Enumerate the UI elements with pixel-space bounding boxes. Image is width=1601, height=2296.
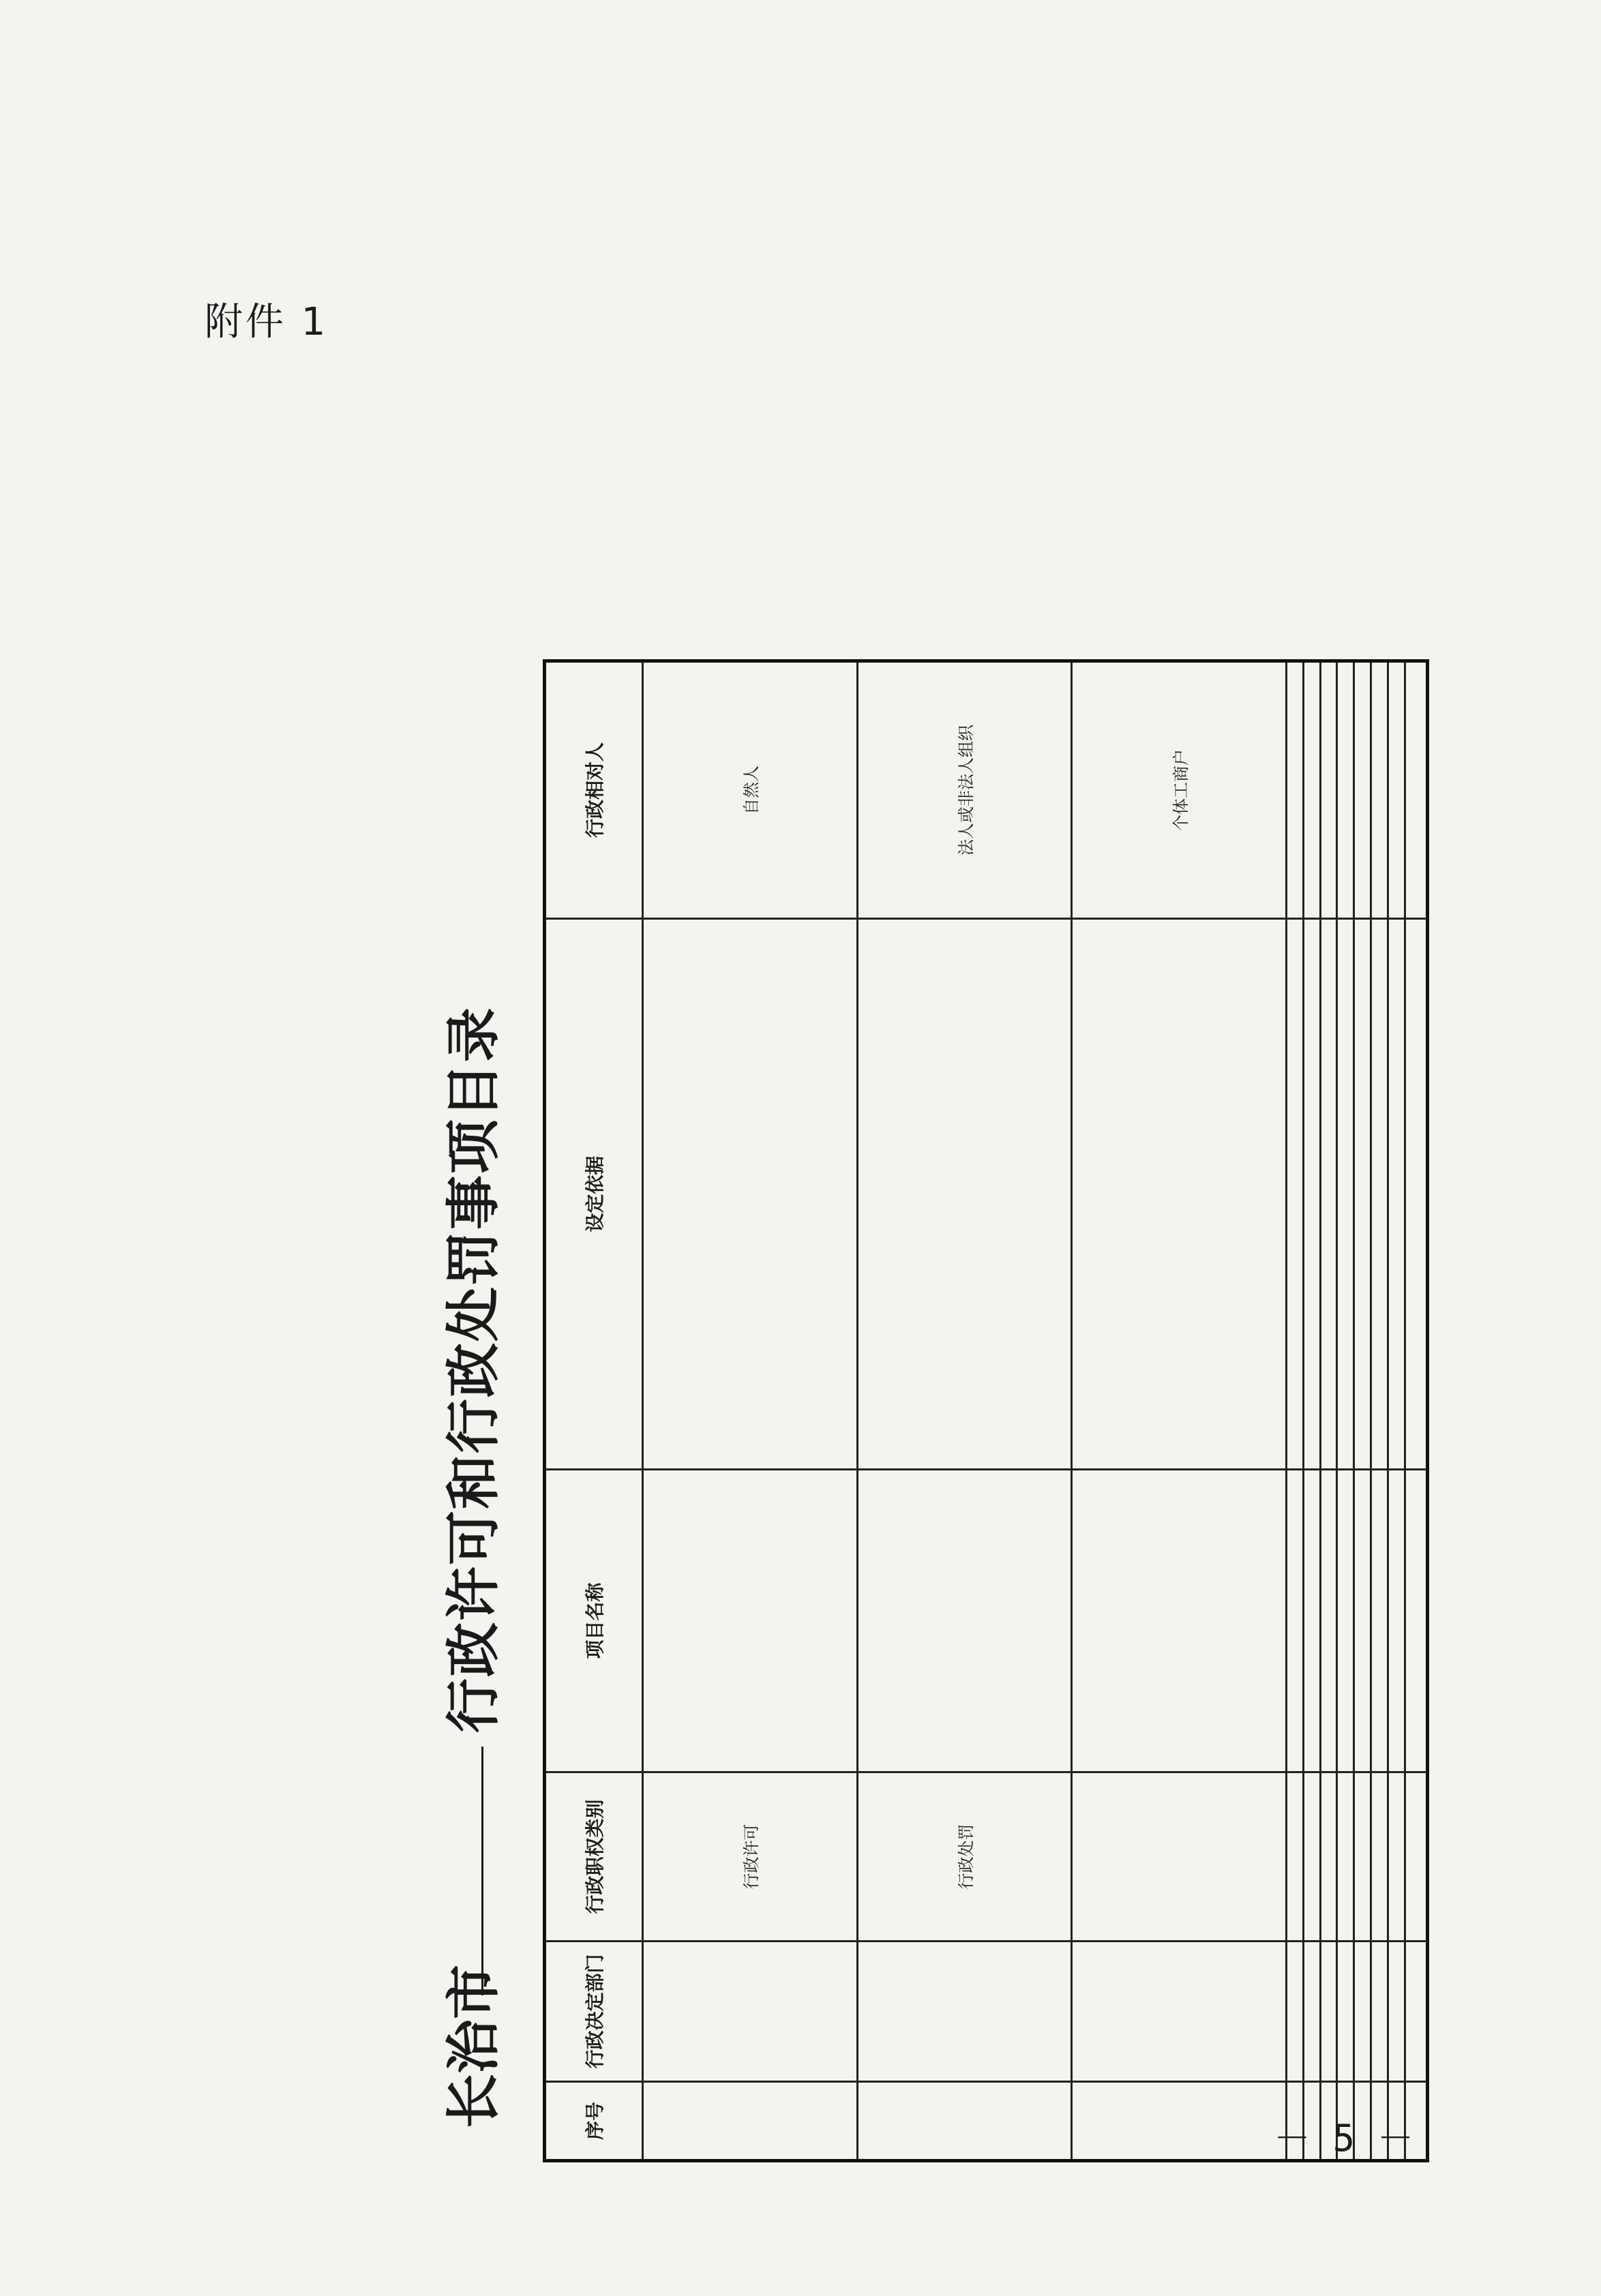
catalog-table	[543, 659, 1429, 2162]
cell-legal-basis	[1320, 919, 1337, 1470]
cell-item-name	[1303, 1470, 1320, 1772]
table-row	[1303, 661, 1320, 2161]
cell-item-name	[1337, 1470, 1354, 1772]
header-legal-basis: 设定依据	[545, 919, 643, 1470]
cell-power-type	[1072, 1772, 1287, 1942]
cell-department	[1371, 1942, 1388, 2082]
cell-department	[1303, 1942, 1320, 2082]
cell-department	[857, 1942, 1072, 2082]
table-row	[857, 661, 1072, 2161]
cell-serial	[857, 2082, 1072, 2161]
cell-counterpart: 自然人	[643, 661, 858, 919]
cell-department	[1286, 1942, 1303, 2082]
header-row	[545, 661, 643, 2161]
cell-legal-basis	[1286, 919, 1303, 1470]
table-row	[1371, 661, 1388, 2161]
table-row	[1405, 661, 1427, 2161]
cell-power-type	[1303, 1772, 1320, 1942]
cell-power-type	[1337, 1772, 1354, 1942]
cell-item-name	[1388, 1470, 1405, 1772]
cell-counterpart	[1320, 661, 1337, 919]
cell-legal-basis	[643, 919, 858, 1470]
table-row	[1320, 661, 1337, 2161]
header-serial: 序号	[545, 2082, 643, 2161]
cell-power-type: 行政许可	[643, 1772, 858, 1942]
table-row	[1388, 661, 1405, 2161]
page-number: － 5 －	[1274, 2117, 1414, 2160]
catalog-table-body	[545, 661, 1428, 2161]
title-city: 长治市	[441, 1965, 505, 2128]
cell-serial	[643, 2082, 858, 2161]
table-row	[1072, 661, 1287, 2161]
cell-legal-basis	[1371, 919, 1388, 1470]
title-blank-line	[481, 1747, 483, 1995]
cell-department	[643, 1942, 858, 2082]
header-counterpart: 行政相对人	[545, 661, 643, 919]
cell-counterpart	[1405, 661, 1427, 919]
cell-item-name	[1354, 1470, 1371, 1772]
header-item-name: 项目名称	[545, 1470, 643, 1772]
annex-label: 附件 1	[205, 300, 329, 344]
cell-item-name	[1320, 1470, 1337, 1772]
cell-legal-basis	[1388, 919, 1405, 1470]
cell-department	[1388, 1942, 1405, 2082]
cell-power-type: 行政处罚	[857, 1772, 1072, 1942]
cell-item-name	[1286, 1470, 1303, 1772]
header-department: 行政决定部门	[545, 1942, 643, 2082]
cell-item-name	[1405, 1470, 1427, 1772]
table-row	[1337, 661, 1354, 2161]
cell-serial	[1072, 2082, 1287, 2161]
cell-counterpart	[1303, 661, 1320, 919]
cell-item-name	[1072, 1470, 1287, 1772]
document-title	[439, 663, 507, 2162]
cell-item-name	[643, 1470, 858, 1772]
cell-counterpart: 法人或非法人组织	[857, 661, 1072, 919]
cell-power-type	[1354, 1772, 1371, 1942]
cell-power-type	[1320, 1772, 1337, 1942]
cell-power-type	[1388, 1772, 1405, 1942]
cell-legal-basis	[1303, 919, 1320, 1470]
cell-counterpart	[1371, 661, 1388, 919]
table-row	[1286, 661, 1303, 2161]
cell-counterpart	[1286, 661, 1303, 919]
landscape-content	[419, 663, 1305, 2162]
cell-department	[1405, 1942, 1427, 2082]
cell-legal-basis	[1405, 919, 1427, 1470]
cell-counterpart: 个体工商户	[1072, 661, 1287, 919]
title-main: 行政许可和行政处罚事项目录	[441, 1006, 505, 1733]
cell-power-type	[1405, 1772, 1427, 1942]
cell-item-name	[857, 1470, 1072, 1772]
cell-counterpart	[1354, 661, 1371, 919]
cell-department	[1072, 1942, 1287, 2082]
cell-department	[1354, 1942, 1371, 2082]
cell-counterpart	[1337, 661, 1354, 919]
header-power-type: 行政职权类别	[545, 1772, 643, 1942]
cell-legal-basis	[1354, 919, 1371, 1470]
cell-counterpart	[1388, 661, 1405, 919]
cell-department	[1320, 1942, 1337, 2082]
table-row	[1354, 661, 1371, 2161]
cell-legal-basis	[857, 919, 1072, 1470]
cell-department	[1337, 1942, 1354, 2082]
table-row	[643, 661, 858, 2161]
cell-legal-basis	[1072, 919, 1287, 1470]
cell-legal-basis	[1337, 919, 1354, 1470]
cell-item-name	[1371, 1470, 1388, 1772]
cell-power-type	[1286, 1772, 1303, 1942]
cell-power-type	[1371, 1772, 1388, 1942]
